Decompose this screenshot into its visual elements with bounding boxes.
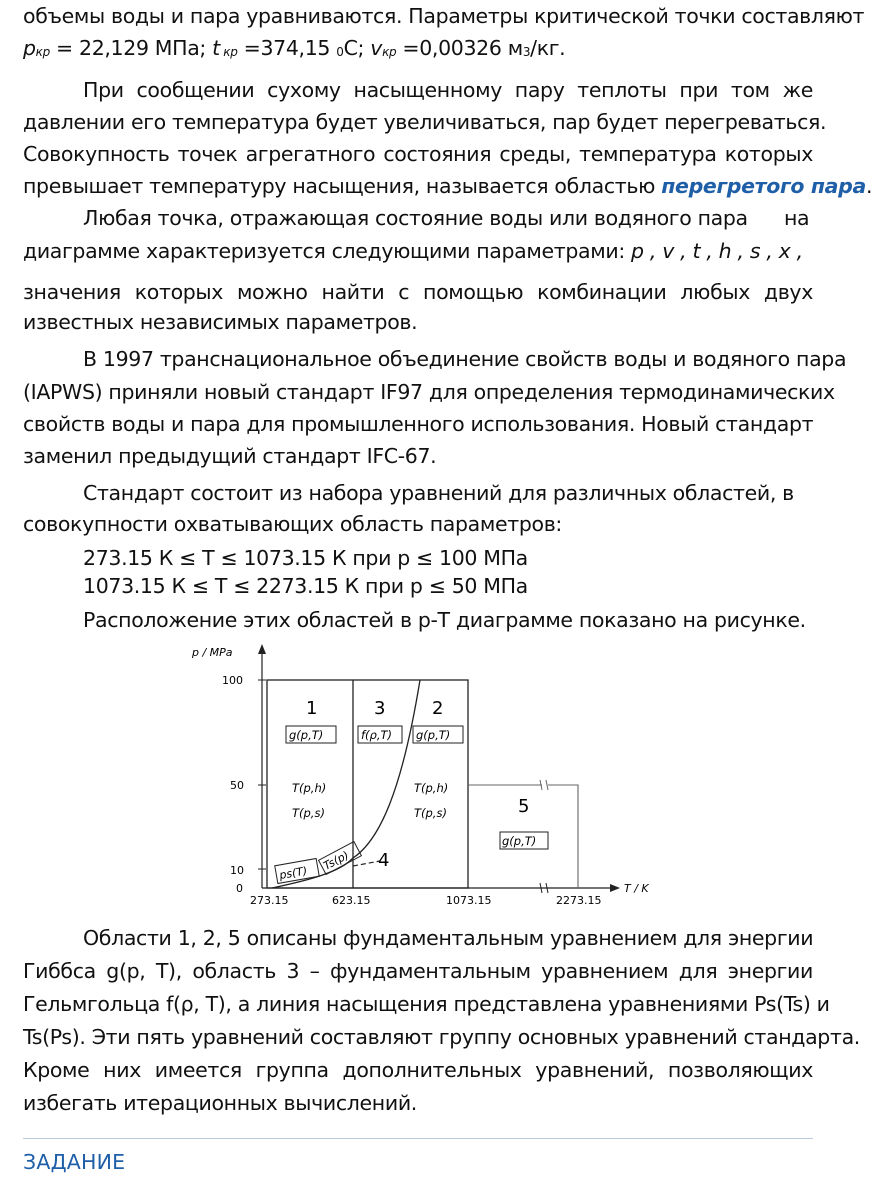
axis-break-top [546,780,548,790]
x-tick-label: 1073.15 [446,894,492,907]
x-axis-arrow-icon [610,884,620,892]
text-line: Ts(Ps). Эти пять уравнений составляют группу основных уравнений стандарта. [23,1025,860,1049]
x-tick-label: 623.15 [332,894,371,907]
p-subscript: кр [35,45,50,59]
p-symbol: p [23,36,36,60]
x-axis-label: T / K [624,882,649,895]
text-fragment: . [865,174,872,198]
highlighted-term: перегретого пара [661,174,866,198]
text-line [23,170,872,202]
parameter-list: p , v , t , h , s , x , [631,239,803,263]
text-line: избегать итерационных вычислений. [23,1091,417,1115]
text-line: Гельмгольца f(ρ, T), а линия насыщения представлена уравнениями Ps(Ts) и [23,992,830,1016]
v-symbol: v [370,36,383,60]
text-line: Области 1, 2, 5 описаны фундаментальным уравнением для энергии [83,926,814,950]
critical-point-line [23,32,565,64]
text-line: В 1997 транснациональное объединение свойств воды и водяного пара [83,347,847,371]
backward-equation: T(p,h) [292,781,327,795]
text-line: Расположение этих областей в р-Т диаграмме показано на рисунке. [83,608,806,632]
celsius-unit: С; [343,36,371,60]
text-line: на [784,206,810,230]
text-line: заменил предыдущий стандарт IFC-67. [23,444,437,468]
text-line: Кроме них имеется группа дополнительных уравнений, позволяющих [23,1058,813,1082]
text-line: Гиббса g(p, T), область 3 – фундаментальным уравнением для энергии [23,959,813,983]
text-line: давлении его температура будет увеличиваться, пар будет перегреваться. [23,110,827,134]
section-heading: ЗАДАНИЕ [23,1150,126,1174]
p-value: = 22,129 МПа; [49,36,213,60]
x-tick-label: 273.15 [250,894,289,907]
backward-equation: T(p,s) [292,806,325,820]
text-line: совокупности охватывающих область параметров: [23,512,562,536]
degree-mark: 0 [336,45,344,59]
boundary-4-dashed [353,861,380,866]
text-line: Стандарт состоит из набора уравнений для различных областей, в [83,481,794,505]
range-line: 273.15 К ≤ Т ≤ 1073.15 К при р ≤ 100 МПа [83,546,528,570]
equation-label: g(p,T) [289,728,324,742]
y-tick-label: 10 [230,864,244,877]
region-number: 1 [306,698,318,719]
region-number: 2 [432,698,444,719]
v-unit: /кг. [530,36,566,60]
text-line: объемы воды и пара уравниваются. Параметры критической точки составляют [23,4,865,28]
x-tick-label: 2273.15 [556,894,602,907]
text-line [23,235,803,267]
saturation-equation: ps(T) [278,864,309,883]
y-tick-label: 0 [236,882,243,895]
text-line: свойств воды и пара для промышленного использования. Новый стандарт [23,412,814,436]
region-number: 3 [374,698,386,719]
text-line: значения которых можно найти с помощью комбинации любых двух [23,280,813,304]
text-line: При сообщении сухому насыщенному пару теплоты при том же [83,78,813,102]
cube-mark: 3 [522,45,531,59]
backward-equation: T(p,h) [414,781,449,795]
section-divider [23,1138,813,1139]
range-line: 1073.15 К ≤ Т ≤ 2273.15 К при р ≤ 50 МПа [83,574,528,598]
text-line: Любая точка, отражающая состояние воды или водяного пара [83,206,748,230]
t-symbol: t [212,36,220,60]
region-number: 5 [518,796,530,817]
y-tick-label: 100 [222,674,243,687]
v-subscript: кр [382,45,397,59]
equation-label: g(p,T) [416,728,451,742]
y-axis-label: p / MPa [192,646,233,659]
t-value: =374,15 [237,36,337,60]
region-number: 4 [378,850,390,871]
text-line: (IAPWS) приняли новый стандарт IF97 для определения термодинамических [23,380,835,404]
t-subscript: кр [219,45,238,59]
text-fragment: диаграмме характеризуется следующими параметрами: [23,239,632,263]
text-line: Совокупность точек агрегатного состояния среды, температура которых [23,142,813,166]
equation-label: f(ρ,T) [361,728,393,742]
y-tick-label: 50 [230,779,244,792]
backward-equation: T(p,s) [414,806,447,820]
saturation-equation: Ts(p) [321,848,351,873]
pt-region-diagram [180,640,649,915]
text-line: известных независимых параметров. [23,310,418,334]
text-fragment: превышает температуру насыщения, называется областью [23,174,662,198]
equation-label: g(p,T) [502,834,537,848]
v-value: =0,00326 м [396,36,523,60]
y-axis-arrow-icon [258,644,266,654]
